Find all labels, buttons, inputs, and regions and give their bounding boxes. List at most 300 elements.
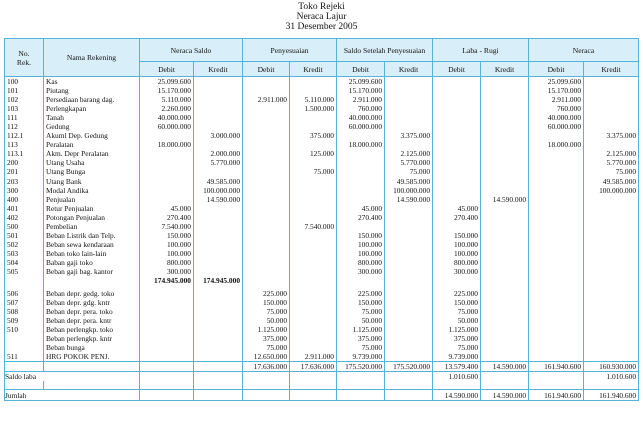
account-name: Persediaan barang dag.	[44, 95, 140, 104]
account-number: 112.1	[5, 131, 44, 140]
amount-cell: 25.099.600	[140, 77, 194, 87]
amount-cell: 375.000	[243, 334, 290, 343]
account-number: 111	[5, 113, 44, 122]
account-row	[5, 276, 639, 285]
amount-cell	[243, 158, 290, 167]
amount-cell: 14.590.000	[194, 195, 243, 204]
amount-cell	[529, 316, 584, 325]
amount-cell: 49.585.000	[584, 177, 639, 186]
amount-cell	[243, 104, 290, 113]
amount-cell	[433, 122, 481, 131]
account-row	[5, 213, 639, 222]
amount-cell	[194, 213, 243, 222]
amount-cell	[584, 77, 639, 87]
account-row	[5, 267, 639, 276]
amount-cell	[140, 186, 194, 195]
account-number: 101	[5, 86, 44, 95]
amount-cell: 45.000	[140, 204, 194, 213]
amount-cell: 225.000	[337, 289, 385, 298]
amount-cell	[584, 122, 639, 131]
amount-cell	[584, 267, 639, 276]
amount-cell	[584, 231, 639, 240]
account-number: 113	[5, 140, 44, 149]
amount-cell	[481, 276, 529, 285]
saldo-laba-amount	[290, 372, 337, 382]
amount-cell: 2.125.000	[584, 149, 639, 158]
jumlah-amount: 161.940.600	[584, 390, 639, 401]
amount-cell	[140, 307, 194, 316]
amount-cell	[290, 77, 337, 87]
amount-cell: 1.125.000	[433, 325, 481, 334]
account-number	[5, 362, 44, 372]
amount-cell	[385, 104, 433, 113]
account-name: Penjualan	[44, 195, 140, 204]
saldo-laba-amount: 1.010.600	[584, 372, 639, 382]
amount-cell: 800.000	[337, 258, 385, 267]
account-number: 102	[5, 95, 44, 104]
amount-cell	[433, 186, 481, 195]
col-debit: Debit	[337, 62, 385, 77]
amount-cell: 375.000	[337, 334, 385, 343]
amount-cell: 45.000	[337, 204, 385, 213]
amount-cell	[481, 122, 529, 131]
amount-cell	[584, 289, 639, 298]
amount-cell	[337, 149, 385, 158]
amount-cell: 300.000	[337, 267, 385, 276]
amount-cell	[290, 307, 337, 316]
amount-cell	[433, 167, 481, 176]
account-name: Peralatan	[44, 140, 140, 149]
amount-cell	[529, 177, 584, 186]
amount-cell	[433, 195, 481, 204]
account-row	[5, 334, 639, 343]
group-penyesuaian: Penyesuaian	[243, 39, 337, 62]
amount-cell: 14.590.000	[385, 195, 433, 204]
account-name: Beban depr. pera. toko	[44, 307, 140, 316]
amount-cell	[584, 352, 639, 362]
amount-cell	[584, 307, 639, 316]
amount-cell	[290, 240, 337, 249]
amount-cell	[584, 195, 639, 204]
amount-cell: 800.000	[433, 258, 481, 267]
account-name: Beban perlengkp. toko	[44, 325, 140, 334]
amount-cell: 40.000.000	[337, 113, 385, 122]
amount-cell	[481, 177, 529, 186]
amount-cell: 18.000.000	[337, 140, 385, 149]
amount-cell	[433, 131, 481, 140]
jumlah-amount	[290, 390, 337, 401]
amount-cell	[433, 86, 481, 95]
amount-cell	[481, 158, 529, 167]
amount-cell	[194, 104, 243, 113]
amount-cell	[481, 334, 529, 343]
col-debit: Debit	[529, 62, 584, 77]
amount-cell	[194, 95, 243, 104]
amount-cell	[385, 122, 433, 131]
amount-cell	[584, 104, 639, 113]
account-name: Utang Bunga	[44, 167, 140, 176]
account-name: Utang Usaha	[44, 158, 140, 167]
account-name: Baban gaji toko	[44, 258, 140, 267]
account-name: Beban depr. gdg. kntr	[44, 298, 140, 307]
account-number: 503	[5, 249, 44, 258]
amount-cell	[243, 140, 290, 149]
group-saldo-setelah: Saldo Setelah Penyesuaian	[337, 39, 433, 62]
amount-cell	[140, 343, 194, 352]
jumlah-amount: 14.590.000	[481, 390, 529, 401]
amount-cell	[243, 149, 290, 158]
amount-cell: 225.000	[433, 289, 481, 298]
amount-cell	[529, 352, 584, 362]
col-debit: Debit	[433, 62, 481, 77]
amount-cell: 100.000	[337, 249, 385, 258]
amount-cell	[243, 77, 290, 87]
amount-cell	[529, 186, 584, 195]
account-name	[44, 362, 140, 372]
col-kredit: Kredit	[290, 62, 337, 77]
amount-cell: 174.945.000	[140, 276, 194, 285]
account-name: Retur Penjualan	[44, 204, 140, 213]
amount-cell: 1.125.000	[243, 325, 290, 334]
col-no-rek: No. Rek.	[5, 39, 44, 77]
total-amount: 17.636.000	[243, 362, 290, 372]
amount-cell	[194, 86, 243, 95]
amount-cell	[481, 343, 529, 352]
amount-cell	[385, 249, 433, 258]
account-row	[5, 231, 639, 240]
amount-cell	[385, 231, 433, 240]
account-name: Piutang	[44, 86, 140, 95]
amount-cell	[529, 149, 584, 158]
account-row	[5, 240, 639, 249]
amount-cell: 9.739.000	[433, 352, 481, 362]
amount-cell	[140, 316, 194, 325]
amount-cell: 1.125.000	[337, 325, 385, 334]
account-number: 200	[5, 158, 44, 167]
amount-cell	[481, 186, 529, 195]
account-number: 511	[5, 352, 44, 362]
amount-cell	[385, 240, 433, 249]
account-number: 203	[5, 177, 44, 186]
amount-cell: 5.770.000	[584, 158, 639, 167]
saldo-laba-amount: 1.010.600	[433, 372, 481, 382]
amount-cell	[194, 122, 243, 131]
amount-cell	[140, 158, 194, 167]
amount-cell	[584, 213, 639, 222]
amount-cell	[194, 289, 243, 298]
account-name: Kas	[44, 77, 140, 87]
jumlah-amount	[385, 390, 433, 401]
account-name: Beban gaji bag. kantor	[44, 267, 140, 276]
account-name: Pembelian	[44, 222, 140, 231]
account-row	[5, 104, 639, 113]
account-row	[5, 140, 639, 149]
amount-cell	[337, 186, 385, 195]
amount-cell: 5.110.000	[290, 95, 337, 104]
amount-cell	[290, 86, 337, 95]
amount-cell	[290, 231, 337, 240]
amount-cell	[290, 289, 337, 298]
total-amount	[140, 362, 194, 372]
worksheet-date: 31 Desember 2005	[285, 22, 358, 32]
amount-cell	[529, 204, 584, 213]
amount-cell	[243, 231, 290, 240]
amount-cell: 75.000	[243, 343, 290, 352]
amount-cell	[529, 289, 584, 298]
group-neraca: Neraca	[529, 39, 639, 62]
amount-cell	[194, 231, 243, 240]
account-number: 509	[5, 316, 44, 325]
amount-cell	[481, 140, 529, 149]
amount-cell: 2.911.000	[290, 352, 337, 362]
jumlah-amount	[194, 390, 243, 401]
amount-cell	[290, 343, 337, 352]
amount-cell	[584, 204, 639, 213]
spacer-cell	[529, 381, 584, 390]
spacer-cell	[481, 381, 529, 390]
amount-cell	[433, 177, 481, 186]
amount-cell: 174.945.000	[194, 276, 243, 285]
amount-cell	[481, 352, 529, 362]
amount-cell	[385, 343, 433, 352]
amount-cell	[290, 298, 337, 307]
amount-cell: 15.170.000	[140, 86, 194, 95]
amount-cell	[140, 289, 194, 298]
amount-cell	[194, 325, 243, 334]
account-row	[5, 249, 639, 258]
amount-cell	[140, 167, 194, 176]
spacer-cell	[584, 381, 639, 390]
account-number: 402	[5, 213, 44, 222]
account-row	[5, 131, 639, 140]
amount-cell	[194, 77, 243, 87]
spacer-cell	[44, 381, 140, 390]
account-row	[5, 343, 639, 352]
amount-cell: 2.260.000	[140, 104, 194, 113]
amount-cell	[385, 325, 433, 334]
amount-cell: 75.000	[337, 307, 385, 316]
amount-cell	[529, 167, 584, 176]
amount-cell	[481, 289, 529, 298]
amount-cell	[385, 204, 433, 213]
amount-cell	[290, 258, 337, 267]
amount-cell: 150.000	[140, 231, 194, 240]
amount-cell	[481, 104, 529, 113]
amount-cell	[194, 240, 243, 249]
amount-cell	[529, 334, 584, 343]
amount-cell: 75.000	[337, 343, 385, 352]
amount-cell	[481, 267, 529, 276]
total-amount: 160.930.000	[584, 362, 639, 372]
amount-cell: 100.000.000	[584, 186, 639, 195]
amount-cell	[481, 325, 529, 334]
amount-cell: 800.000	[140, 258, 194, 267]
amount-cell	[385, 258, 433, 267]
amount-cell	[290, 334, 337, 343]
amount-cell	[337, 167, 385, 176]
saldo-laba-label: Saldo laba	[5, 372, 140, 382]
amount-cell	[584, 222, 639, 231]
account-number: 401	[5, 204, 44, 213]
jumlah-amount	[243, 390, 290, 401]
amount-cell	[529, 213, 584, 222]
saldo-laba-amount	[529, 372, 584, 382]
amount-cell	[243, 267, 290, 276]
amount-cell: 40.000.000	[529, 113, 584, 122]
amount-cell	[481, 167, 529, 176]
amount-cell	[243, 240, 290, 249]
amount-cell	[529, 276, 584, 285]
total-amount: 175.520.000	[385, 362, 433, 372]
jumlah-amount	[140, 390, 194, 401]
amount-cell: 40.000.000	[140, 113, 194, 122]
amount-cell	[243, 222, 290, 231]
amount-cell	[584, 325, 639, 334]
amount-cell: 270.400	[140, 213, 194, 222]
amount-cell	[194, 113, 243, 122]
amount-cell: 760.000	[529, 104, 584, 113]
amount-cell: 2.911.000	[243, 95, 290, 104]
account-row	[5, 204, 639, 213]
amount-cell	[140, 149, 194, 158]
amount-cell: 5.110.000	[140, 95, 194, 104]
amount-cell	[433, 276, 481, 285]
amount-cell: 60.000.000	[529, 122, 584, 131]
amount-cell	[385, 334, 433, 343]
amount-cell: 225.000	[243, 289, 290, 298]
amount-cell	[290, 113, 337, 122]
spacer-cell	[385, 381, 433, 390]
amount-cell: 150.000	[337, 298, 385, 307]
spacer-cell	[433, 381, 481, 390]
amount-cell: 100.000	[337, 240, 385, 249]
amount-cell	[481, 307, 529, 316]
amount-cell: 60.000.000	[337, 122, 385, 131]
account-row	[5, 258, 639, 267]
amount-cell	[243, 113, 290, 122]
amount-cell	[529, 231, 584, 240]
amount-cell	[385, 222, 433, 231]
account-row	[5, 298, 639, 307]
amount-cell	[433, 140, 481, 149]
amount-cell	[385, 267, 433, 276]
amount-cell: 45.000	[433, 204, 481, 213]
amount-cell	[337, 195, 385, 204]
jumlah-amount: 14.590.000	[433, 390, 481, 401]
amount-cell	[529, 343, 584, 352]
amount-cell	[481, 204, 529, 213]
saldo-laba-amount	[194, 372, 243, 382]
amount-cell	[243, 276, 290, 285]
amount-cell	[584, 343, 639, 352]
amount-cell	[529, 240, 584, 249]
amount-cell: 75.000	[290, 167, 337, 176]
amount-cell	[290, 213, 337, 222]
amount-cell	[385, 298, 433, 307]
account-name: Beban toko lain-lain	[44, 249, 140, 258]
amount-cell	[433, 149, 481, 158]
account-number: 500	[5, 222, 44, 231]
account-row	[5, 186, 639, 195]
total-amount: 161.940.600	[529, 362, 584, 372]
amount-cell: 3.375.000	[584, 131, 639, 140]
amount-cell: 75.000	[433, 307, 481, 316]
amount-cell: 60.000.000	[140, 122, 194, 131]
spacer-cell	[194, 381, 243, 390]
row-spacer	[5, 381, 639, 390]
amount-cell: 150.000	[433, 298, 481, 307]
amount-cell	[433, 95, 481, 104]
account-row	[5, 149, 639, 158]
spacer-cell	[5, 381, 44, 390]
account-name: Beban perlengkp. kntr	[44, 334, 140, 343]
saldo-laba-amount	[140, 372, 194, 382]
amount-cell: 2.000.000	[194, 149, 243, 158]
amount-cell	[243, 86, 290, 95]
amount-cell	[140, 325, 194, 334]
saldo-laba-row	[5, 372, 639, 382]
col-kredit: Kredit	[385, 62, 433, 77]
amount-cell	[433, 104, 481, 113]
amount-cell	[584, 258, 639, 267]
amount-cell: 150.000	[433, 231, 481, 240]
col-debit: Debit	[243, 62, 290, 77]
amount-cell	[140, 195, 194, 204]
amount-cell	[337, 158, 385, 167]
amount-cell: 15.170.000	[337, 86, 385, 95]
amount-cell: 25.099.600	[529, 77, 584, 87]
company-name: Toko Rejeki	[298, 2, 345, 12]
amount-cell	[481, 222, 529, 231]
saldo-laba-amount	[385, 372, 433, 382]
account-row	[5, 316, 639, 325]
amount-cell: 100.000.000	[385, 186, 433, 195]
amount-cell: 100.000.000	[194, 186, 243, 195]
amount-cell: 100.000	[433, 240, 481, 249]
amount-cell: 2.911.000	[529, 95, 584, 104]
account-number: 507	[5, 298, 44, 307]
worksheet-table	[4, 38, 639, 401]
amount-cell: 50.000	[433, 316, 481, 325]
account-number	[5, 343, 44, 352]
amount-cell	[243, 204, 290, 213]
group-laba-rugi: Laba - Rugi	[433, 39, 529, 62]
amount-cell	[385, 77, 433, 87]
amount-cell	[140, 334, 194, 343]
amount-cell	[385, 140, 433, 149]
amount-cell	[584, 113, 639, 122]
amount-cell	[290, 158, 337, 167]
amount-cell	[337, 222, 385, 231]
account-row	[5, 122, 639, 131]
amount-cell	[290, 186, 337, 195]
col-nama-rekening: Nama Rekening	[44, 39, 140, 77]
amount-cell	[529, 307, 584, 316]
amount-cell: 375.000	[290, 131, 337, 140]
account-row	[5, 222, 639, 231]
spacer-cell	[290, 381, 337, 390]
col-kredit: Kredit	[481, 62, 529, 77]
amount-cell	[140, 177, 194, 186]
total-amount: 175.520.000	[337, 362, 385, 372]
account-number: 504	[5, 258, 44, 267]
amount-cell	[243, 131, 290, 140]
account-row	[5, 167, 639, 176]
amount-cell	[194, 352, 243, 362]
amount-cell: 75.000	[584, 167, 639, 176]
amount-cell	[194, 334, 243, 343]
amount-cell	[194, 222, 243, 231]
